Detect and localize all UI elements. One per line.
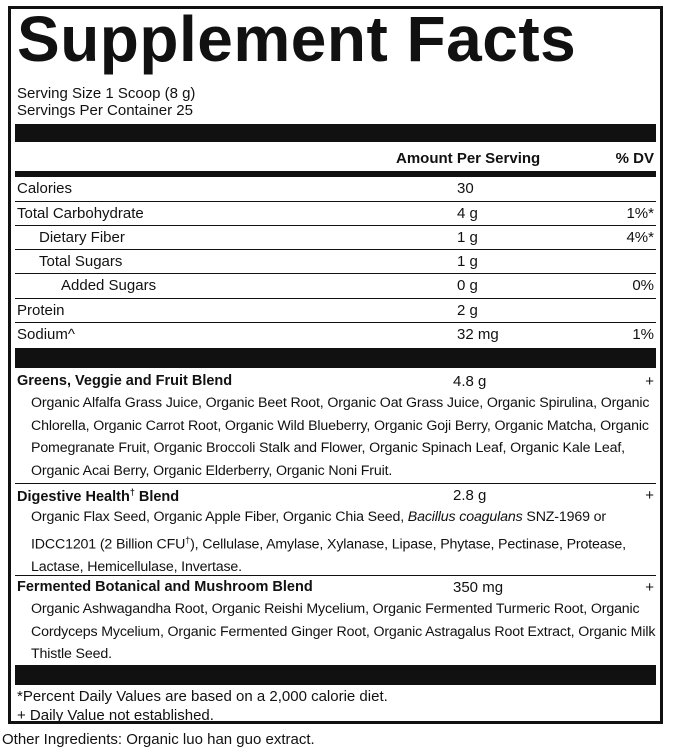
- nutrient-row-dietary-fiber: [15, 225, 656, 250]
- nutrient-row-calories: [15, 177, 656, 201]
- other-ingredients: Other Ingredients: Organic luo han guo extract.: [2, 731, 315, 748]
- nutrient-dv: 1%: [632, 326, 654, 343]
- nutrient-amount: 32 mg: [457, 326, 499, 343]
- blend-ingredients: Organic Flax Seed, Organic Apple Fiber, Organic Chia Seed, Bacillus coagulans SNZ-1969 or IDCC1201 (2 Billion CFU†), Cellulase, Amylase, Xylanase, Lipase, Phytase, Pectinase, Protease, Lactase, Hemicellulase, Invertase.: [31, 509, 626, 575]
- nutrient-label: Calories: [17, 180, 73, 197]
- blend-name: Digestive Health† Blend: [17, 487, 180, 505]
- nutrient-amount: 30: [457, 180, 474, 197]
- nutrient-label: Dietary Fiber: [39, 229, 125, 246]
- thick-divider: [15, 665, 656, 685]
- nutrient-label: Sodium^: [17, 326, 75, 343]
- thin-divider: [15, 575, 656, 576]
- blend-dv: +: [645, 373, 654, 390]
- nutrient-amount: 4 g: [457, 205, 478, 222]
- nutrient-amount: 1 g: [457, 253, 478, 270]
- thick-divider: [15, 124, 656, 142]
- footnote-daily-values: *Percent Daily Values are based on a 2,000 calorie diet.: [17, 688, 388, 705]
- nutrient-dv: 1%*: [626, 205, 654, 222]
- nutrient-dv: 0%: [632, 277, 654, 294]
- blend-name: Fermented Botanical and Mushroom Blend: [17, 579, 313, 595]
- nutrient-label: Total Carbohydrate: [17, 205, 144, 222]
- footnote-not-established: + Daily Value not established.: [17, 707, 214, 724]
- nutrient-row-total-carbohydrate: [15, 201, 656, 226]
- dv-header: % DV: [615, 150, 654, 167]
- blend-amount: 2.8 g: [453, 487, 487, 504]
- nutrient-label: Total Sugars: [39, 253, 123, 270]
- nutrient-amount: 1 g: [457, 229, 478, 246]
- thin-divider: [15, 483, 656, 484]
- blend-dv: +: [645, 487, 654, 504]
- servings-per-container: Servings Per Container 25: [17, 102, 193, 119]
- serving-size: Serving Size 1 Scoop (8 g): [17, 85, 196, 102]
- supplement-facts-panel: [8, 3, 663, 724]
- blend-ingredients: Organic Alfalfa Grass Juice, Organic Beet Root, Organic Oat Grass Juice, Organic Spirulina, Organic Chlorella, Organic Carrot Root, Organic Wild Blueberry, Organic Goji Berry, Organic Matcha, Organic Pomegranate Fruit, Organic Broccoli Stalk and Flower, Organic Spinach Leaf, Organic Kale Leaf, Organic Acai Berry, Organic Elderberry, Organic Noni Fruit.: [31, 395, 650, 479]
- nutrient-amount: 0 g: [457, 277, 478, 294]
- blend-dv: +: [645, 579, 654, 596]
- nutrient-dv: 4%*: [626, 229, 654, 246]
- amount-per-serving-header: Amount Per Serving: [396, 150, 541, 167]
- nutrient-row-sodium: [15, 322, 656, 347]
- nutrient-row-total-sugars: [15, 249, 656, 274]
- blend-name: Greens, Veggie and Fruit Blend: [17, 373, 233, 389]
- thick-divider: [15, 348, 656, 368]
- blend-ingredients: Organic Ashwagandha Root, Organic Reishi Mycelium, Organic Fermented Turmeric Root, Organic Cordyceps Mycelium, Organic Fermented Ginger Root, Organic Astragalus Root Extract, Organic Milk Thistle Seed.: [31, 601, 656, 662]
- blend-amount: 350 mg: [453, 579, 504, 596]
- nutrient-label: Protein: [17, 302, 65, 319]
- blend-amount: 4.8 g: [453, 373, 487, 390]
- nutrient-row-added-sugars: [15, 273, 656, 298]
- panel-title: Supplement Facts: [17, 3, 577, 75]
- nutrient-row-protein: [15, 298, 656, 323]
- nutrient-label: Added Sugars: [61, 277, 157, 294]
- nutrient-amount: 2 g: [457, 302, 478, 319]
